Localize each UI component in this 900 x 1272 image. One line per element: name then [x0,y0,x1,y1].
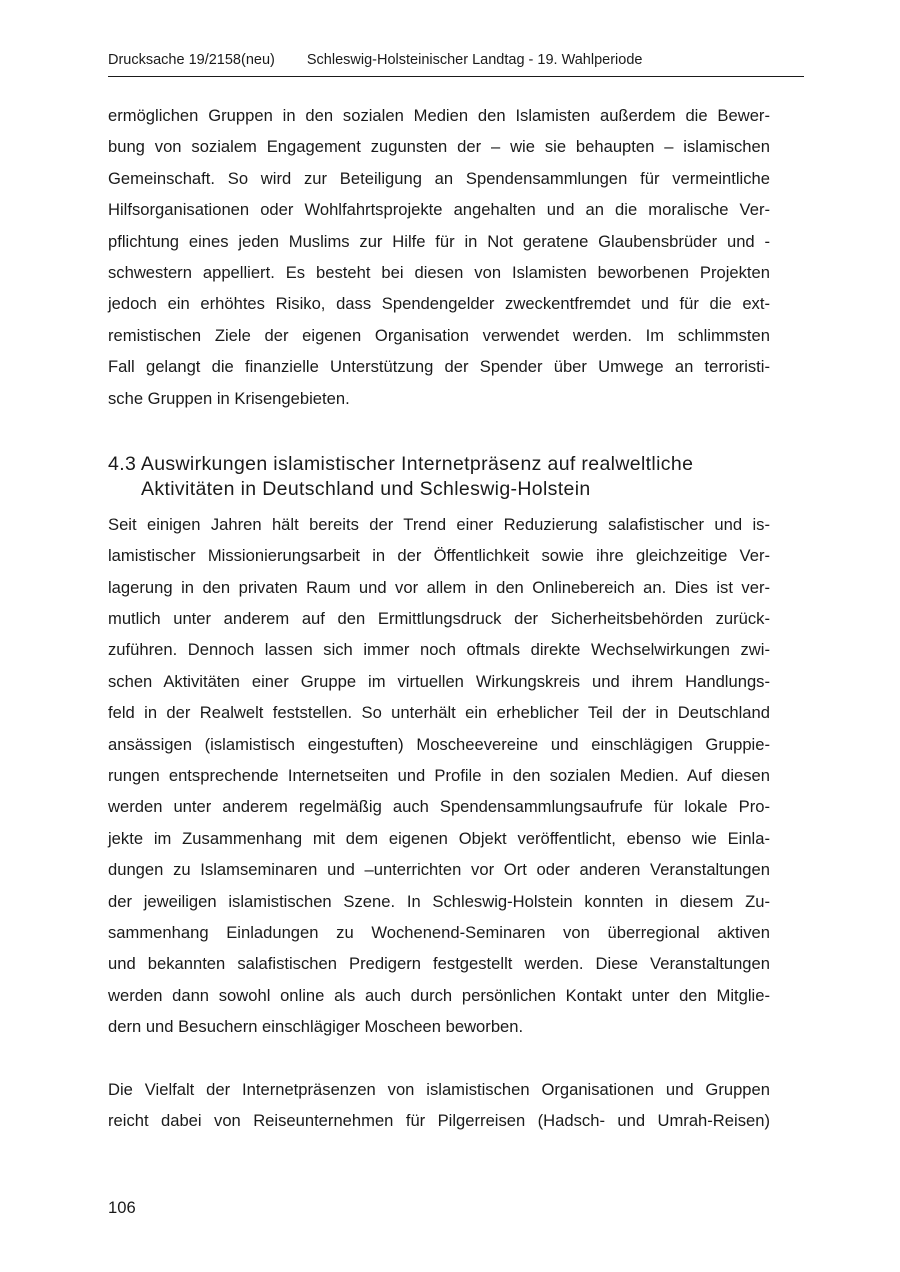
text-line: reicht dabei von Reiseunternehmen für Pilgerreisen (Hadsch- und Umrah-Reisen) [108,1110,770,1130]
text-line: lagerung in den privaten Raum und vor allem in den Onlinebereich an. Dies ist ver- [108,577,770,597]
heading-line: Aktivitäten in Deutschland und Schleswig-Holstein [141,478,591,501]
text-line: jekte im Zusammenhang mit dem eigenen Objekt veröffentlicht, ebenso wie Einla- [108,828,770,848]
paragraph-2 [108,509,770,1043]
text-line: Seit einigen Jahren hält bereits der Trend einer Reduzierung salafistischer und is- [108,514,770,534]
text-line: Fall gelangt die finanzielle Unterstützung der Spender über Umwege an terroristi- [108,357,770,377]
paragraph-1 [108,100,770,414]
text-line: remistischen Ziele der eigenen Organisation verwendet werden. Im schlimmsten [108,325,770,345]
text-line: sche Gruppen in Krisengebieten. [108,388,350,408]
text-line: pflichtung eines jeden Muslims zur Hilfe für in Not geratene Glaubensbrüder und - [108,231,770,251]
text-line: bung von sozialem Engagement zugunsten der – wie sie behaupten – islamischen [108,137,770,157]
page-number: 106 [108,1198,136,1217]
spacer [108,414,770,452]
text-line: rungen entsprechende Internetseiten und Profile in den sozialen Medien. Auf diesen [108,766,770,786]
text-line: Die Vielfalt der Internetpräsenzen von islamistischen Organisationen und Gruppen [108,1079,770,1099]
heading-line: 4.3 Auswirkungen islamistischer Internetpräsenz auf realweltliche [108,452,694,475]
running-header [108,52,802,68]
text-line: ansässigen (islamistisch eingestuften) Moscheevereine und einschlägigen Gruppie- [108,734,770,754]
page-body [108,100,770,1136]
section-heading [108,452,770,503]
text-line: lamistischer Missionierungsarbeit in der Öffentlichkeit sowie ihre gleichzeitige Ver- [108,546,770,566]
text-line: und bekannten salafistischen Predigern festgestellt werden. Diese Veranstaltungen [108,954,770,974]
text-line: ermöglichen Gruppen in den sozialen Medien den Islamisten außerdem die Bewer- [108,106,770,125]
text-line: zuführen. Dennoch lassen sich immer noch oftmals direkte Wechselwirkungen zwi- [108,640,770,660]
text-line: jedoch ein erhöhtes Risiko, dass Spendengelder zweckentfremdet und für die ext- [108,294,770,314]
document-id: Drucksache 19/2158(neu) [108,52,275,68]
spacer [108,1043,770,1074]
text-line: schwestern appelliert. Es besteht bei diesen von Islamisten beworbenen Projekten [108,262,770,282]
text-line: Gemeinschaft. So wird zur Beteiligung an Spendensammlungen für vermeintliche [108,168,770,188]
text-line: werden unter anderem regelmäßig auch Spendensammlungsaufrufe für lokale Pro- [108,797,770,817]
text-line: dern und Besuchern einschlägiger Moscheen beworben. [108,1017,524,1037]
text-line: dungen zu Islamseminaren und –unterrichten vor Ort oder anderen Veranstaltungen [108,860,770,880]
text-line: werden dann sowohl online als auch durch persönlichen Kontakt unter den Mitglie- [108,985,770,1005]
header-title: Schleswig-Holsteinischer Landtag - 19. Wahlperiode [306,52,643,68]
header-divider [108,76,804,77]
paragraph-3 [108,1074,770,1137]
text-line: mutlich unter anderem auf den Ermittlungsdruck der Sicherheitsbehörden zurück- [108,609,770,629]
text-line: sammenhang Einladungen zu Wochenend-Seminaren von überregional aktiven [108,922,770,942]
text-line: Hilfsorganisationen oder Wohlfahrtsprojekte angehalten und an die moralische Ver- [108,200,770,220]
text-line: feld in der Realwelt feststellen. So unterhält ein erheblicher Teil der in Deutschland [108,703,770,723]
text-line: der jeweiligen islamistischen Szene. In Schleswig-Holstein konnten in diesem Zu- [108,891,770,911]
text-line: schen Aktivitäten einer Gruppe im virtuellen Wirkungskreis und ihrem Handlungs- [108,671,770,691]
